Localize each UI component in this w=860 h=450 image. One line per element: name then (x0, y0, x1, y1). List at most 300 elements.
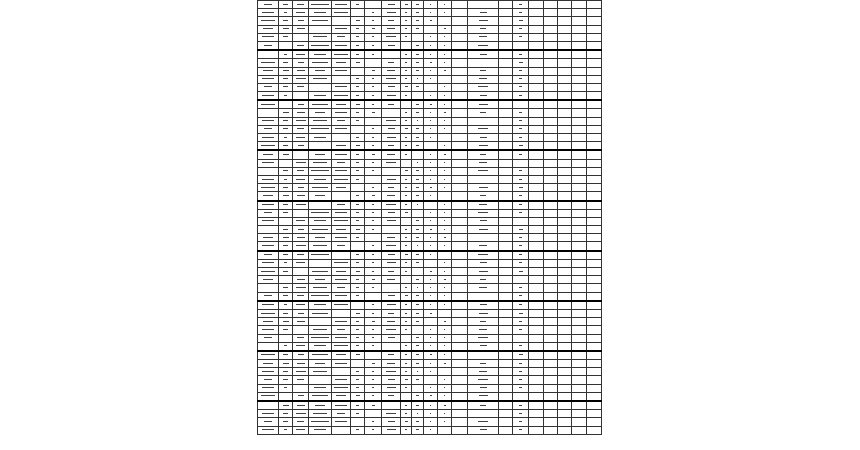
illegible-text (372, 137, 374, 138)
illegible-text (405, 363, 407, 364)
illegible-text (417, 120, 419, 121)
table-cell (382, 33, 401, 41)
illegible-text (444, 154, 446, 155)
illegible-text (372, 104, 374, 105)
table-row (258, 426, 602, 434)
table-cell (529, 268, 544, 276)
table-cell (401, 376, 412, 384)
table-cell (558, 268, 572, 276)
illegible-text (444, 354, 446, 355)
illegible-text (356, 54, 359, 55)
table-cell (544, 410, 558, 418)
table-cell (452, 234, 468, 242)
table-cell (452, 334, 468, 342)
table-cell (499, 392, 513, 401)
table-cell (499, 1, 513, 9)
illegible-text (444, 28, 446, 29)
table-cell (513, 268, 529, 276)
table-cell (587, 234, 602, 242)
illegible-text (261, 354, 275, 355)
table-cell (412, 392, 424, 401)
table-cell (587, 159, 602, 167)
table-cell (332, 184, 351, 192)
table-cell (558, 301, 572, 310)
table-cell (382, 351, 401, 360)
table-cell (529, 184, 544, 192)
table-cell (401, 292, 412, 301)
illegible-text (372, 154, 375, 155)
illegible-text (417, 78, 419, 79)
illegible-text (315, 112, 326, 113)
table-cell (424, 75, 438, 83)
illegible-text (480, 220, 487, 221)
table-cell (332, 25, 351, 33)
table-cell (382, 167, 401, 175)
illegible-text (356, 104, 360, 105)
table-cell (499, 167, 513, 175)
table-cell (424, 276, 438, 284)
illegible-text (405, 78, 407, 79)
table-cell (558, 342, 572, 351)
table-cell (279, 276, 293, 284)
illegible-text (356, 212, 358, 213)
table-cell (258, 426, 279, 434)
table-cell (438, 134, 452, 142)
table-cell (572, 301, 587, 310)
illegible-text (337, 162, 345, 163)
table-cell (382, 401, 401, 410)
table-cell (468, 109, 499, 117)
table-cell (452, 125, 468, 133)
illegible-text (356, 28, 359, 29)
illegible-text (296, 371, 306, 372)
table-cell (332, 92, 351, 101)
table-cell (309, 134, 332, 142)
table-cell (468, 117, 499, 125)
table-cell (365, 117, 382, 125)
table-cell (438, 242, 452, 251)
illegible-text (479, 329, 487, 330)
table-cell (279, 384, 293, 392)
illegible-text (387, 363, 395, 364)
table-cell (572, 134, 587, 142)
table-cell (452, 100, 468, 109)
table-cell (529, 351, 544, 360)
table-cell (544, 217, 558, 225)
table-cell (468, 201, 499, 210)
table-cell (258, 1, 279, 9)
illegible-text (283, 154, 289, 155)
table-cell (424, 41, 438, 50)
illegible-text (405, 345, 407, 346)
table-cell (365, 360, 382, 368)
table-cell (529, 83, 544, 91)
table-cell (258, 301, 279, 310)
table-cell (365, 284, 382, 292)
illegible-text (478, 337, 488, 338)
table-row (258, 83, 602, 91)
table-cell (452, 368, 468, 376)
table-cell (558, 150, 572, 159)
illegible-text (430, 54, 432, 55)
table-cell (529, 109, 544, 117)
table-cell (468, 410, 499, 418)
illegible-text (283, 195, 289, 196)
illegible-text (314, 95, 327, 96)
illegible-text (430, 12, 432, 13)
illegible-text (444, 295, 446, 296)
illegible-text (337, 204, 345, 205)
illegible-text (444, 287, 445, 288)
illegible-text (262, 429, 273, 430)
table-cell (452, 376, 468, 384)
illegible-text (444, 363, 446, 364)
illegible-text (261, 271, 275, 272)
illegible-text (386, 413, 396, 414)
table-cell (293, 159, 309, 167)
illegible-text (388, 212, 395, 213)
illegible-text (356, 145, 360, 146)
illegible-text (444, 187, 446, 188)
table-cell (587, 83, 602, 91)
table-cell (438, 67, 452, 75)
table-cell (468, 184, 499, 192)
table-cell (382, 342, 401, 351)
table-cell (258, 67, 279, 75)
illegible-text (444, 36, 445, 37)
table-cell (572, 334, 587, 342)
illegible-text (334, 12, 348, 13)
illegible-text (416, 170, 418, 171)
table-cell (529, 368, 544, 376)
illegible-text (519, 12, 522, 13)
illegible-text (284, 54, 288, 55)
illegible-text (262, 78, 275, 79)
illegible-text (313, 36, 327, 37)
table-cell (365, 25, 382, 33)
table-cell (544, 134, 558, 142)
table-cell (332, 41, 351, 50)
illegible-text (262, 120, 275, 121)
illegible-text (480, 345, 487, 346)
table-cell (587, 334, 602, 342)
table-cell (587, 109, 602, 117)
table-cell (499, 125, 513, 133)
table-cell (365, 100, 382, 109)
illegible-text (416, 405, 419, 406)
table-cell (279, 25, 293, 33)
illegible-text (262, 371, 275, 372)
illegible-text (262, 329, 275, 330)
table-cell (452, 360, 468, 368)
table-cell (513, 418, 529, 426)
table-cell (293, 175, 309, 183)
table-cell (572, 276, 587, 284)
table-cell (412, 242, 424, 251)
table-cell (424, 292, 438, 301)
illegible-text (479, 204, 487, 205)
table-cell (499, 67, 513, 75)
table-cell (332, 368, 351, 376)
table-cell (351, 41, 365, 50)
table-cell (438, 401, 452, 410)
table-cell (452, 268, 468, 276)
table-cell (258, 92, 279, 101)
illegible-text (519, 195, 522, 196)
table-cell (293, 33, 309, 41)
table-cell (529, 75, 544, 83)
illegible-text (263, 154, 273, 155)
table-cell (309, 268, 332, 276)
table-cell (279, 401, 293, 410)
table-cell (293, 401, 309, 410)
illegible-text (283, 271, 288, 272)
table-cell (572, 418, 587, 426)
table-cell (513, 368, 529, 376)
illegible-text (480, 95, 487, 96)
table-cell (293, 192, 309, 201)
illegible-text (519, 429, 522, 430)
table-cell (452, 25, 468, 33)
illegible-text (261, 145, 275, 146)
table-cell (365, 184, 382, 192)
table-cell (544, 384, 558, 392)
table-cell (382, 392, 401, 401)
table-cell (382, 142, 401, 151)
illegible-text (416, 45, 418, 46)
illegible-text (283, 78, 287, 79)
illegible-text (444, 237, 446, 238)
table-cell (587, 418, 602, 426)
table-cell (572, 201, 587, 210)
illegible-text (478, 379, 488, 380)
table-cell (513, 75, 529, 83)
table-cell (382, 100, 401, 109)
illegible-text (372, 371, 374, 372)
illegible-text (416, 145, 418, 146)
table-cell (499, 9, 513, 17)
illegible-text (387, 429, 396, 430)
illegible-text (430, 20, 432, 21)
table-cell (424, 301, 438, 310)
illegible-text (416, 421, 418, 422)
illegible-text (430, 371, 432, 372)
table-cell (401, 33, 412, 41)
table-cell (558, 125, 572, 133)
table-cell (452, 59, 468, 67)
illegible-text (284, 12, 288, 13)
table-cell (293, 117, 309, 125)
table-cell (293, 25, 309, 33)
table-cell (351, 167, 365, 175)
table-cell (468, 100, 499, 109)
illegible-text (405, 245, 407, 246)
illegible-text (405, 195, 407, 196)
table-cell (587, 134, 602, 142)
illegible-text (334, 262, 348, 263)
illegible-text (416, 220, 419, 221)
table-cell (529, 33, 544, 41)
illegible-text (372, 262, 374, 263)
table-cell (587, 217, 602, 225)
table-cell (452, 33, 468, 41)
table-cell (293, 360, 309, 368)
table-cell (452, 209, 468, 217)
illegible-text (430, 154, 431, 155)
illegible-text (388, 337, 395, 338)
table-cell (351, 342, 365, 351)
table-cell (332, 318, 351, 326)
table-cell (401, 392, 412, 401)
illegible-text (283, 20, 288, 21)
illegible-text (480, 405, 486, 406)
table-cell (293, 201, 309, 210)
illegible-text (261, 313, 275, 314)
table-cell (332, 67, 351, 75)
table-cell (499, 292, 513, 301)
table-cell (412, 426, 424, 434)
table-cell (572, 342, 587, 351)
table-cell (401, 209, 412, 217)
table-cell (558, 117, 572, 125)
table-cell (424, 142, 438, 151)
illegible-text (372, 54, 374, 55)
table-cell (544, 360, 558, 368)
table-cell (293, 59, 309, 67)
table-cell (351, 426, 365, 434)
table-row (258, 159, 602, 167)
illegible-text (430, 287, 432, 288)
illegible-text (519, 371, 523, 372)
table-cell (365, 410, 382, 418)
table-cell (424, 92, 438, 101)
table-cell (468, 251, 499, 260)
table-cell (529, 9, 544, 17)
table-cell (499, 150, 513, 159)
table-cell (258, 83, 279, 91)
illegible-text (284, 387, 288, 388)
illegible-text (297, 337, 304, 338)
table-cell (309, 9, 332, 17)
table-cell (412, 92, 424, 101)
illegible-text (405, 70, 407, 71)
document-page (257, 0, 601, 450)
table-cell (438, 217, 452, 225)
table-cell (279, 100, 293, 109)
illegible-text (388, 104, 394, 105)
illegible-text (335, 405, 348, 406)
table-cell (587, 284, 602, 292)
illegible-text (263, 28, 273, 29)
illegible-text (313, 371, 327, 372)
table-cell (332, 326, 351, 334)
table-cell (587, 226, 602, 234)
table-row (258, 410, 602, 418)
table-cell (279, 67, 293, 75)
table-cell (365, 309, 382, 317)
illegible-text (335, 154, 348, 155)
table-cell (258, 268, 279, 276)
table-cell (529, 226, 544, 234)
illegible-text (261, 395, 275, 396)
table-cell (499, 226, 513, 234)
table-cell (382, 125, 401, 133)
table-cell (572, 251, 587, 260)
table-cell (572, 392, 587, 401)
table-cell (587, 117, 602, 125)
illegible-text (444, 170, 446, 171)
table-cell (544, 67, 558, 75)
illegible-text (334, 179, 348, 180)
illegible-text (519, 304, 522, 305)
illegible-text (416, 254, 418, 255)
illegible-text (262, 262, 273, 263)
illegible-text (372, 345, 374, 346)
table-cell (309, 334, 332, 342)
illegible-text (314, 304, 327, 305)
table-cell (513, 342, 529, 351)
illegible-text (335, 337, 346, 338)
illegible-text (356, 413, 360, 414)
table-cell (587, 50, 602, 59)
table-cell (332, 17, 351, 25)
illegible-text (263, 70, 273, 71)
table-cell (279, 117, 293, 125)
illegible-text (263, 279, 273, 280)
table-cell (351, 142, 365, 151)
table-cell (529, 342, 544, 351)
illegible-text (263, 195, 273, 196)
table-cell (401, 226, 412, 234)
table-cell (572, 125, 587, 133)
table-cell (499, 326, 513, 334)
illegible-text (372, 429, 374, 430)
illegible-text (372, 337, 375, 338)
table-cell (365, 242, 382, 251)
table-cell (587, 92, 602, 101)
table-row (258, 334, 602, 342)
table-cell (401, 334, 412, 342)
table-cell (309, 226, 332, 234)
table-cell (309, 360, 332, 368)
table-cell (513, 242, 529, 251)
table-cell (544, 234, 558, 242)
illegible-text (430, 162, 432, 163)
table-cell (587, 33, 602, 41)
table-cell (382, 410, 401, 418)
illegible-text (519, 62, 523, 63)
table-cell (293, 326, 309, 334)
table-cell (587, 75, 602, 83)
table-cell (382, 1, 401, 9)
table-cell (558, 217, 572, 225)
illegible-text (480, 154, 486, 155)
table-cell (412, 368, 424, 376)
table-cell (365, 59, 382, 67)
illegible-text (336, 395, 346, 396)
table-cell (424, 234, 438, 242)
table-row (258, 251, 602, 260)
illegible-text (480, 54, 487, 55)
table-cell (401, 67, 412, 75)
table-cell (529, 25, 544, 33)
table-cell (424, 318, 438, 326)
table-cell (452, 50, 468, 59)
table-cell (309, 25, 332, 33)
table-cell (401, 268, 412, 276)
illegible-text (430, 405, 431, 406)
table-cell (452, 134, 468, 142)
